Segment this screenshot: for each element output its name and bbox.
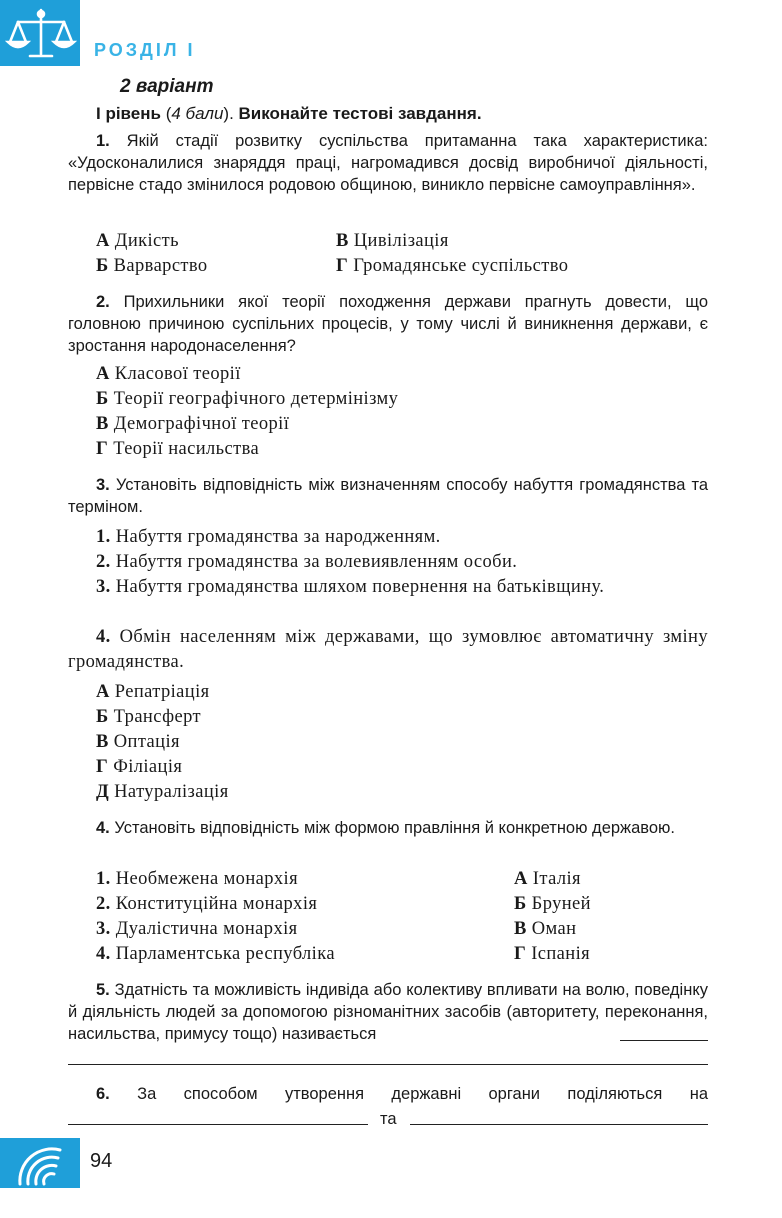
- q5-answer-blank-1[interactable]: [620, 1040, 708, 1041]
- q3-option-b: [96, 705, 201, 730]
- q1-option-b: [96, 254, 208, 279]
- q3-option-d-letter: Г: [96, 757, 109, 777]
- q3-item-3-text: Набуття громадянства шляхом повернення на батьківщину.: [115, 577, 605, 597]
- q3-option-b-letter: Б: [96, 707, 109, 727]
- q3-item-1: [96, 525, 708, 550]
- q1-option-b-text: Варварство: [113, 256, 208, 276]
- q3-option-c-text: Оптація: [113, 732, 180, 752]
- q5-answer-blank-2[interactable]: [68, 1064, 708, 1065]
- level-heading: І рівень (4 бали). Виконайте тестові завдання.: [96, 104, 482, 123]
- question-6: [96, 1083, 708, 1105]
- section-title: РОЗДІЛ І: [94, 40, 196, 60]
- q3-item-2-number: 2.: [96, 552, 111, 572]
- q3-item-2-text: Набуття громадянства за волевиявленням особи.: [115, 552, 518, 572]
- q4-item-4-number: 4.: [96, 944, 111, 964]
- q1-option-d-letter: Г: [336, 256, 349, 276]
- q4-option-c: [514, 917, 576, 942]
- question-2: [68, 291, 708, 357]
- question-5: [68, 979, 708, 1045]
- q1-option-d-text: Громадянське суспільство: [353, 256, 569, 276]
- q2-option-d-letter: Г: [96, 439, 109, 459]
- q6-answer-blank-2[interactable]: [410, 1124, 708, 1125]
- level-instruction: Виконайте тестові завдання.: [238, 104, 482, 123]
- q4-option-b-text: Бруней: [531, 894, 591, 914]
- q2-option-c: [96, 412, 289, 437]
- question-6-text: За способом утворення державні органи поділяються на: [137, 1085, 708, 1103]
- q3-option-b-text: Трансферт: [113, 707, 201, 727]
- q4-item-1-number: 1.: [96, 869, 111, 889]
- q1-option-c-text: Цивілізація: [353, 231, 449, 251]
- question-1-text: Якій стадії розвитку суспільства притаманна така характеристика: «Удосконалилися знаряддя праці, нагромадився досвід виробничої діяльності, первісне стадо змінилося родовою общиною, виникло первісне самоуправління».: [68, 132, 708, 194]
- question-6-number: 6.: [96, 1085, 110, 1103]
- q4-option-a: [514, 867, 581, 892]
- q2-option-a-text: Класової теорії: [114, 364, 241, 384]
- q4-option-d-letter: Г: [514, 944, 527, 964]
- q4-item-3: [96, 917, 298, 942]
- footer-accent-block: [0, 1138, 80, 1188]
- q3-option-e-letter: Д: [96, 782, 110, 802]
- q1-option-d: [336, 254, 568, 279]
- q4-item-3-text: Дуалістична монархія: [115, 919, 298, 939]
- q3-item-3-number: 3.: [96, 577, 111, 597]
- q6-answer-blank-1[interactable]: [68, 1124, 368, 1125]
- q3-option-e: [96, 780, 229, 805]
- q3-option-a-letter: А: [96, 682, 110, 702]
- question-4-text: Установіть відповідність між формою правління й конкретною державою.: [114, 819, 675, 837]
- level-points: 4 бали: [171, 104, 224, 123]
- q1-option-c-letter: В: [336, 231, 349, 251]
- q3-item-1-text: Набуття громадянства за народженням.: [115, 527, 441, 547]
- q3-item-1-number: 1.: [96, 527, 111, 547]
- q3-item-3: [96, 575, 708, 600]
- q2-option-b-letter: Б: [96, 389, 109, 409]
- q3-option-a-text: Репатріація: [114, 682, 210, 702]
- variant-heading: 2 варіант: [120, 76, 214, 97]
- q4-option-d-text: Іспанія: [531, 944, 591, 964]
- question-5-text: Здатність та можливість індивіда або колективу впливати на волю, поведінку й діяльність людей за допомогою різноманітних засобів (авторитету, переконання, насильства, примусу тощо) називається: [68, 981, 708, 1043]
- question-3-number: 3.: [96, 476, 110, 494]
- q2-option-d-text: Теорії насильства: [113, 439, 260, 459]
- q1-option-c: [336, 229, 449, 254]
- question-5-number: 5.: [96, 981, 110, 999]
- q3-option-e-text: Натуралізація: [114, 782, 229, 802]
- q3-item-2: [96, 550, 708, 575]
- q3-item-4-number: 4.: [96, 627, 111, 647]
- q3-option-d-text: Філіація: [113, 757, 183, 777]
- question-4: [68, 817, 708, 839]
- question-2-text: Прихильники якої теорії походження держави прагнуть довести, що головною причиною суспільних процесів, у тому числі й виникнення держави, є зростання народонаселення?: [68, 293, 708, 355]
- q4-item-2-number: 2.: [96, 894, 111, 914]
- q3-option-a: [96, 680, 210, 705]
- q2-option-d: [96, 437, 259, 462]
- q4-option-c-letter: В: [514, 919, 527, 939]
- q4-option-c-text: Оман: [531, 919, 577, 939]
- q4-option-b-letter: Б: [514, 894, 527, 914]
- q6-connector: та: [380, 1110, 397, 1128]
- q4-item-4: [96, 942, 335, 967]
- q4-option-b: [514, 892, 591, 917]
- q2-option-b-text: Теорії географічного детермінізму: [113, 389, 399, 409]
- signal-waves-icon: [0, 1138, 80, 1188]
- q3-item-4: [68, 625, 708, 675]
- q4-item-3-number: 3.: [96, 919, 111, 939]
- q3-item-4-text: Обмін населенням між державами, що зумовлює автоматичну зміну громадянства.: [68, 627, 708, 672]
- question-1-number: 1.: [96, 132, 110, 150]
- q4-option-d: [514, 942, 590, 967]
- page-number: 94: [90, 1150, 113, 1172]
- level-label: І рівень: [96, 104, 161, 123]
- question-4-number: 4.: [96, 819, 110, 837]
- q2-option-c-letter: В: [96, 414, 109, 434]
- question-1: [68, 130, 708, 196]
- q4-item-1: [96, 867, 298, 892]
- q2-option-c-text: Демографічної теорії: [113, 414, 290, 434]
- q4-option-a-text: Італія: [532, 869, 581, 889]
- q4-item-1-text: Необмежена монархія: [115, 869, 298, 889]
- q1-option-a: [96, 229, 179, 254]
- q3-option-c: [96, 730, 180, 755]
- q4-item-2-text: Конституційна монархія: [115, 894, 318, 914]
- q2-option-b: [96, 387, 398, 412]
- question-3: [68, 474, 708, 518]
- q2-option-a-letter: А: [96, 364, 110, 384]
- scales-of-justice-icon: [0, 0, 80, 66]
- q4-item-4-text: Парламентська республіка: [115, 944, 335, 964]
- header-accent-block: [0, 0, 80, 66]
- q1-option-a-text: Дикість: [114, 231, 179, 251]
- q4-item-2: [96, 892, 317, 917]
- q3-option-d: [96, 755, 182, 780]
- q4-option-a-letter: А: [514, 869, 528, 889]
- q1-option-a-letter: А: [96, 231, 110, 251]
- q2-option-a: [96, 362, 241, 387]
- q3-option-c-letter: В: [96, 732, 109, 752]
- question-2-number: 2.: [96, 293, 110, 311]
- q1-option-b-letter: Б: [96, 256, 109, 276]
- question-3-text: Установіть відповідність між визначенням способу набуття громадянства та терміном.: [68, 476, 708, 516]
